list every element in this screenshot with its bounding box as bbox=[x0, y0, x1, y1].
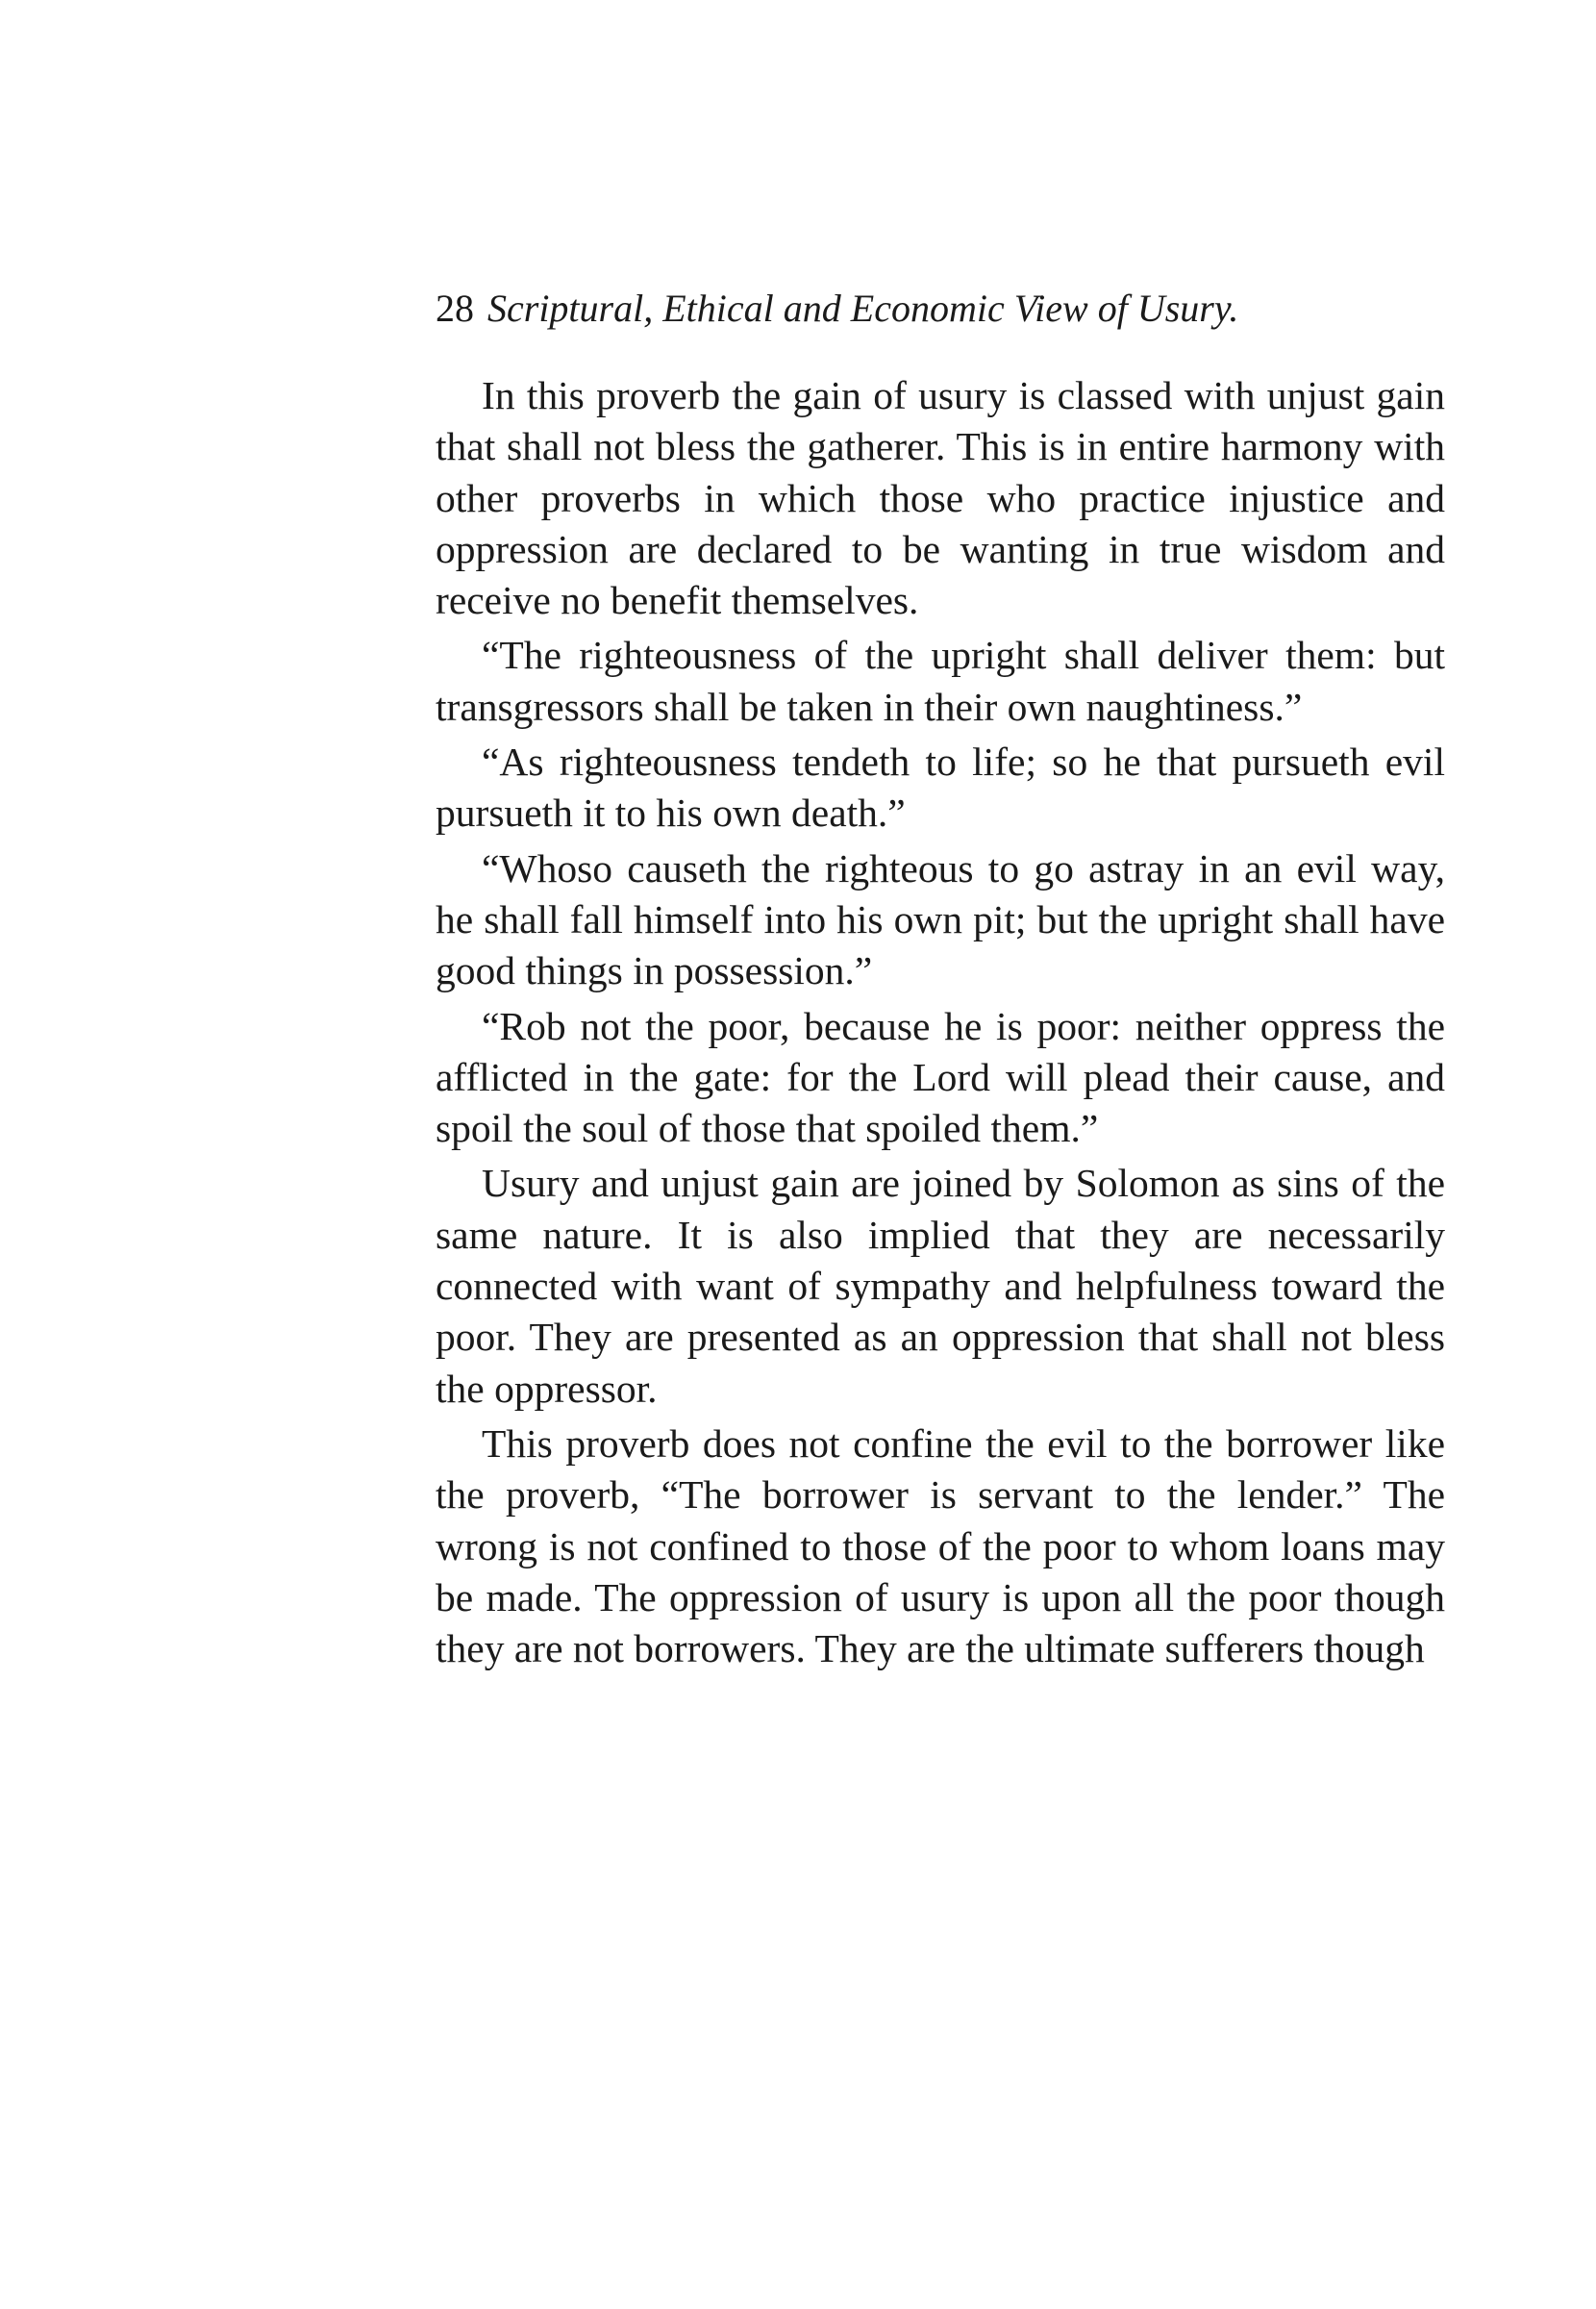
quote-rob-not-poor: “Rob not the poor, because he is poor: neither oppress the afflicted in the gate: for the Lord will plead their cause, and spoil the soul of those that spoiled them.” bbox=[436, 1003, 1445, 1151]
quote-righteousness-life: “As righteousness tendeth to life; so he that pursueth evil pursueth it to his own death.” bbox=[436, 740, 1445, 836]
quote-whoso-causeth: “Whoso causeth the righteous to go astray in an evil way, he shall fall himself into his own pit; but the upright shall have good things in possession.” bbox=[436, 845, 1445, 993]
paragraph-usury-classed: In this proverb the gain of usury is classed with unjust gain that shall not bless the gatherer. This is in entire harmony with other proverbs in which those who practice injustice and oppression are declared to be wanting in true wisdom and receive no benefit themselves. bbox=[436, 373, 1445, 623]
paragraph-solomon: Usury and unjust gain are joined by Solomon as sins of the same nature. It is also implied that they are necessarily connected with want of sympathy and helpfulness toward the poor. They are presented as an oppression that shall not bless the oppressor. bbox=[436, 1161, 1445, 1411]
running-head bbox=[436, 285, 1445, 333]
book-title: Scriptural, Ethical and Economic View of Usury. bbox=[487, 287, 1239, 330]
paragraph-borrower: This proverb does not confine the evil to the borrower like the proverb, “The borrower is servant to the lender.” The wrong is not confined to those of the poor to whom loans may be made. The oppression of usury is upon all the poor though they are not borrowers. They are the ultimate sufferers though bbox=[436, 1420, 1445, 1671]
quote-righteousness-upright: “The righteousness of the upright shall deliver them: but transgressors shall be taken in their own naughtiness.” bbox=[436, 633, 1445, 729]
page-number: 28 bbox=[436, 287, 474, 330]
body-text bbox=[436, 370, 1445, 1678]
